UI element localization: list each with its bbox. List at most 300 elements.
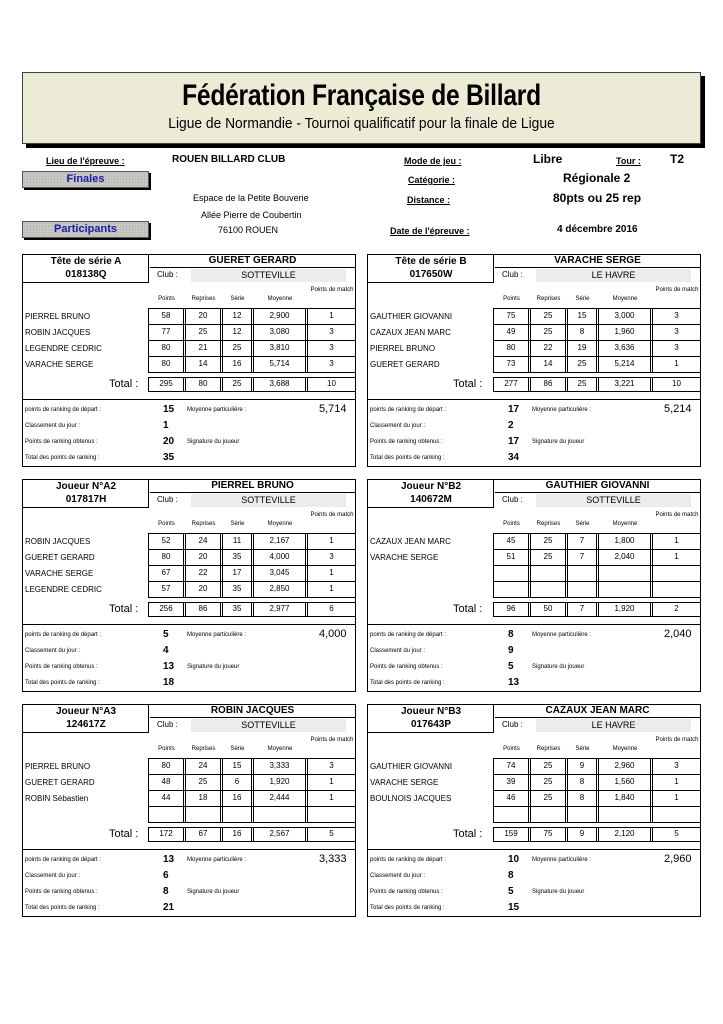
cell-serie: 35 xyxy=(222,582,252,597)
opponent-name: CAZAUX JEAN MARC xyxy=(370,537,451,546)
cell-serie: 11 xyxy=(222,534,252,549)
cell-serie xyxy=(567,566,597,581)
cell-pm: 3 xyxy=(652,325,701,340)
cell-moyenne: 2,850 xyxy=(253,582,306,597)
row-divider xyxy=(148,372,356,373)
cell-reprises: 25 xyxy=(530,309,566,324)
table-row xyxy=(148,324,356,339)
cell-serie: 7 xyxy=(567,550,597,565)
cell-reprises: 20 xyxy=(185,309,221,324)
classement-value: 1 xyxy=(163,420,169,431)
cell-serie: 6 xyxy=(222,775,252,790)
opponent-name: PIERREL BRUNO xyxy=(25,762,91,771)
cell-points: 44 xyxy=(148,791,184,806)
opponent-name: GUERET GERARD xyxy=(25,778,95,787)
total-label: Total : xyxy=(109,378,139,390)
cell-serie: 17 xyxy=(222,566,252,581)
player-panel xyxy=(22,479,356,692)
cell-points xyxy=(493,566,529,581)
cell-pm: 3 xyxy=(307,325,356,340)
table-row xyxy=(493,308,701,323)
column-header: Points xyxy=(158,296,175,302)
cell-points: 39 xyxy=(493,775,529,790)
cell-pm: 3 xyxy=(307,759,356,774)
column-header: Moyenne xyxy=(267,521,293,527)
column-header: Points xyxy=(158,521,175,527)
cell-points: 73 xyxy=(493,357,529,372)
cell-serie: 15 xyxy=(567,309,597,324)
total-moyenne: 3,221 xyxy=(598,377,651,392)
date-value: 4 décembre 2016 xyxy=(557,224,638,235)
cell-reprises xyxy=(185,807,221,822)
cell-reprises xyxy=(530,807,566,822)
table-row xyxy=(148,581,356,596)
opponent-name: ROBIN JACQUES xyxy=(25,328,91,337)
table-row xyxy=(148,340,356,355)
classement-value: 9 xyxy=(508,645,514,656)
total-row xyxy=(148,827,356,842)
opponent-name: LEGENDRE CEDRIC xyxy=(25,585,102,594)
column-header: Points xyxy=(503,746,520,752)
classement-label: Classement du jour : xyxy=(370,873,426,879)
panel-header xyxy=(368,255,700,283)
total-pm: 10 xyxy=(652,377,701,392)
table-row xyxy=(148,308,356,323)
cell-points: 45 xyxy=(493,534,529,549)
moyenne-part-label: Moyenne particulière : xyxy=(187,407,247,413)
moyenne-part-value: 4,000 xyxy=(319,628,347,640)
table-row xyxy=(493,758,701,773)
moyenne-part-value: 5,214 xyxy=(664,403,692,415)
cell-points: 75 xyxy=(493,309,529,324)
moyenne-part-label: Moyenne particulière : xyxy=(187,857,247,863)
cell-moyenne: 2,167 xyxy=(253,534,306,549)
cell-points: 80 xyxy=(148,759,184,774)
cell-pm xyxy=(307,807,356,822)
footer-divider xyxy=(23,849,355,850)
ranking-depart-value: 5 xyxy=(163,629,169,640)
cell-reprises xyxy=(530,566,566,581)
player-role: Joueur N°A3 xyxy=(55,706,117,717)
opponent-name: PIERREL BRUNO xyxy=(25,312,91,321)
cell-points: 67 xyxy=(148,566,184,581)
column-header: Points de match xyxy=(310,287,354,293)
total-ranking-label: Total des points de ranking : xyxy=(25,455,100,461)
ranking-obtenus-label: Points de ranking obtenus : xyxy=(370,664,443,670)
total-reprises: 50 xyxy=(530,602,566,617)
cell-serie: 25 xyxy=(222,341,252,356)
cell-moyenne: 1,560 xyxy=(598,775,651,790)
total-row xyxy=(148,602,356,617)
column-header: Reprises xyxy=(536,746,561,752)
cell-pm: 1 xyxy=(652,550,701,565)
ranking-obtenus-value: 8 xyxy=(163,886,169,897)
total-label: Total : xyxy=(453,603,483,615)
total-serie: 7 xyxy=(567,602,597,617)
panel-header xyxy=(23,705,355,733)
opponent-name: ROBIN Sébastien xyxy=(25,794,89,803)
total-row xyxy=(493,827,701,842)
cell-reprises: 25 xyxy=(185,775,221,790)
cell-pm: 3 xyxy=(307,341,356,356)
cell-moyenne: 3,080 xyxy=(253,325,306,340)
address-line-1: Espace de la Petite Bouverie xyxy=(193,193,309,203)
cell-points: 46 xyxy=(493,791,529,806)
cell-moyenne xyxy=(598,807,651,822)
player-name: VARACHE SERGE xyxy=(495,255,700,268)
cell-serie: 8 xyxy=(567,325,597,340)
page-title: Fédération Française de Billard xyxy=(182,79,541,112)
cell-pm: 3 xyxy=(652,309,701,324)
total-points: 172 xyxy=(148,827,184,842)
total-ranking-label: Total des points de ranking : xyxy=(370,680,445,686)
opponent-name: VARACHE SERGE xyxy=(25,360,94,369)
ranking-obtenus-label: Points de ranking obtenus : xyxy=(370,439,443,445)
club-label: Club : xyxy=(157,495,178,504)
cell-points: 80 xyxy=(148,357,184,372)
player-role: Joueur N°B3 xyxy=(400,706,462,717)
cell-moyenne xyxy=(598,566,651,581)
ranking-depart-value: 17 xyxy=(508,404,520,415)
opponent-name: VARACHE SERGE xyxy=(370,553,439,562)
column-header: Points de match xyxy=(310,512,354,518)
cell-reprises: 20 xyxy=(185,582,221,597)
total-label: Total : xyxy=(453,378,483,390)
ranking-depart-label: points de ranking de départ : xyxy=(25,407,102,413)
column-header: Points de match xyxy=(655,512,699,518)
total-serie: 16 xyxy=(222,827,252,842)
total-serie: 25 xyxy=(222,377,252,392)
table-row xyxy=(493,581,701,596)
total-points: 277 xyxy=(493,377,529,392)
cell-moyenne: 5,214 xyxy=(598,357,651,372)
lieu-label: Lieu de l'épreuve : xyxy=(46,156,125,166)
moyenne-part-value: 3,333 xyxy=(319,853,347,865)
cell-pm: 1 xyxy=(307,791,356,806)
total-pm: 5 xyxy=(307,827,356,842)
cell-moyenne: 3,333 xyxy=(253,759,306,774)
total-row xyxy=(148,377,356,392)
classement-value: 8 xyxy=(508,870,514,881)
cell-serie: 12 xyxy=(222,325,252,340)
classement-label: Classement du jour : xyxy=(370,423,426,429)
column-header: Points xyxy=(158,746,175,752)
cell-pm: 1 xyxy=(652,775,701,790)
categorie-value: Régionale 2 xyxy=(563,171,631,185)
signature-label: Signature du joueur xyxy=(187,889,240,895)
address-line-2: Allée Pierre de Coubertin xyxy=(201,210,302,220)
footer-divider xyxy=(368,399,700,400)
opponent-name: GUERET GERARD xyxy=(370,360,440,369)
total-serie: 9 xyxy=(567,827,597,842)
club-value: SOTTEVILLE xyxy=(191,494,346,507)
table-row xyxy=(493,549,701,564)
row-divider xyxy=(493,372,701,373)
player-panel xyxy=(367,254,701,467)
cell-pm: 3 xyxy=(652,341,701,356)
cell-points: 74 xyxy=(493,759,529,774)
cell-pm: 3 xyxy=(652,759,701,774)
table-row xyxy=(493,565,701,580)
total-ranking-value: 35 xyxy=(163,452,175,463)
table-row xyxy=(493,806,701,821)
cell-points: 80 xyxy=(493,341,529,356)
cell-serie: 16 xyxy=(222,357,252,372)
total-ranking-label: Total des points de ranking : xyxy=(370,905,445,911)
opponent-name: VARACHE SERGE xyxy=(370,778,439,787)
player-name: GAUTHIER GIOVANNI xyxy=(495,480,700,493)
cell-reprises: 25 xyxy=(530,550,566,565)
cell-reprises: 25 xyxy=(530,775,566,790)
cell-serie xyxy=(567,582,597,597)
ranking-depart-value: 15 xyxy=(163,404,175,415)
footer-divider xyxy=(368,849,700,850)
total-reprises: 67 xyxy=(185,827,221,842)
cell-serie: 25 xyxy=(567,357,597,372)
panel-header xyxy=(23,255,355,283)
row-divider xyxy=(493,822,701,823)
cell-points: 51 xyxy=(493,550,529,565)
opponent-name: VARACHE SERGE xyxy=(25,569,94,578)
date-label: Date de l'épreuve : xyxy=(390,226,470,236)
table-row xyxy=(493,774,701,789)
cell-moyenne: 1,800 xyxy=(598,534,651,549)
player-name: PIERREL BRUNO xyxy=(150,480,355,493)
role-box xyxy=(23,255,149,283)
column-header: Reprises xyxy=(191,521,216,527)
page-subtitle: Ligue de Normandie - Tournoi qualificatif pour la finale de Ligue xyxy=(168,115,555,132)
cell-moyenne: 2,040 xyxy=(598,550,651,565)
column-header: Série xyxy=(575,296,590,302)
player-licence: 018138Q xyxy=(65,269,107,280)
cell-moyenne: 5,714 xyxy=(253,357,306,372)
club-label: Club : xyxy=(502,270,523,279)
ranking-obtenus-label: Points de ranking obtenus : xyxy=(25,664,98,670)
ranking-obtenus-value: 5 xyxy=(508,661,514,672)
cell-reprises: 25 xyxy=(530,325,566,340)
total-ranking-label: Total des points de ranking : xyxy=(25,680,100,686)
total-serie: 25 xyxy=(567,377,597,392)
player-name: CAZAUX JEAN MARC xyxy=(495,705,700,718)
cell-serie xyxy=(567,807,597,822)
row-divider xyxy=(148,822,356,823)
column-header: Points xyxy=(503,296,520,302)
table-row xyxy=(493,340,701,355)
classement-label: Classement du jour : xyxy=(25,648,81,654)
categorie-label: Catégorie : xyxy=(408,175,456,185)
column-header: Points de match xyxy=(310,737,354,743)
cell-moyenne: 1,840 xyxy=(598,791,651,806)
ranking-depart-value: 10 xyxy=(508,854,520,865)
column-header: Série xyxy=(230,521,245,527)
cell-serie: 35 xyxy=(222,550,252,565)
total-points: 295 xyxy=(148,377,184,392)
classement-label: Classement du jour : xyxy=(370,648,426,654)
total-points: 256 xyxy=(148,602,184,617)
cell-reprises: 18 xyxy=(185,791,221,806)
cell-points: 80 xyxy=(148,550,184,565)
total-ranking-label: Total des points de ranking : xyxy=(370,455,445,461)
total-serie: 35 xyxy=(222,602,252,617)
total-pm: 10 xyxy=(307,377,356,392)
club-label: Club : xyxy=(157,720,178,729)
table-row xyxy=(148,356,356,371)
total-ranking-label: Total des points de ranking : xyxy=(25,905,100,911)
total-moyenne: 3,688 xyxy=(253,377,306,392)
opponent-name: GUERET GERARD xyxy=(25,553,95,562)
ranking-obtenus-label: Points de ranking obtenus : xyxy=(25,889,98,895)
player-name: GUERET GERARD xyxy=(150,255,355,268)
column-header: Reprises xyxy=(191,746,216,752)
cell-points xyxy=(148,807,184,822)
moyenne-part-value: 5,714 xyxy=(319,403,347,415)
player-role: Joueur N°B2 xyxy=(400,481,462,492)
player-panel xyxy=(367,479,701,692)
total-ranking-value: 21 xyxy=(163,902,175,913)
ranking-depart-label: points de ranking de départ : xyxy=(370,407,447,413)
cell-reprises: 20 xyxy=(185,550,221,565)
club-value: LE HAVRE xyxy=(536,269,691,282)
row-divider xyxy=(493,597,701,598)
tour-label: Tour : xyxy=(616,156,641,166)
cell-pm: 1 xyxy=(652,357,701,372)
opponent-name: GAUTHIER GIOVANNI xyxy=(370,762,453,771)
lieu-value: ROUEN BILLARD CLUB xyxy=(172,154,286,165)
column-header: Moyenne xyxy=(612,521,638,527)
cell-points: 52 xyxy=(148,534,184,549)
moyenne-part-value: 2,040 xyxy=(664,628,692,640)
row-divider xyxy=(148,597,356,598)
column-header: Série xyxy=(575,521,590,527)
signature-label: Signature du joueur xyxy=(532,889,585,895)
cell-pm xyxy=(652,566,701,581)
table-row xyxy=(493,324,701,339)
cell-pm xyxy=(652,807,701,822)
cell-moyenne: 2,444 xyxy=(253,791,306,806)
cell-serie: 19 xyxy=(567,341,597,356)
cell-points: 80 xyxy=(148,341,184,356)
cell-pm: 1 xyxy=(307,582,356,597)
cell-reprises: 22 xyxy=(185,566,221,581)
cell-moyenne: 3,000 xyxy=(598,309,651,324)
ranking-depart-label: points de ranking de départ : xyxy=(25,632,102,638)
club-value: SOTTEVILLE xyxy=(536,494,691,507)
panel-header xyxy=(23,480,355,508)
classement-value: 2 xyxy=(508,420,514,431)
table-row xyxy=(148,549,356,564)
cell-moyenne: 3,636 xyxy=(598,341,651,356)
column-header: Reprises xyxy=(191,296,216,302)
cell-points: 49 xyxy=(493,325,529,340)
total-label: Total : xyxy=(453,828,483,840)
player-panel xyxy=(22,254,356,467)
cell-reprises: 14 xyxy=(185,357,221,372)
player-licence: 017643P xyxy=(410,719,452,730)
player-panel xyxy=(22,704,356,917)
signature-label: Signature du joueur xyxy=(187,664,240,670)
cell-points xyxy=(493,807,529,822)
table-row xyxy=(148,774,356,789)
club-label: Club : xyxy=(502,495,523,504)
table-row xyxy=(148,758,356,773)
ranking-obtenus-label: Points de ranking obtenus : xyxy=(25,439,98,445)
opponent-name: GAUTHIER GIOVANNI xyxy=(370,312,453,321)
cell-moyenne: 2,900 xyxy=(253,309,306,324)
cell-moyenne xyxy=(598,582,651,597)
title-banner xyxy=(22,72,701,144)
column-header: Points xyxy=(503,521,520,527)
mode-value: Libre xyxy=(533,152,563,166)
table-row xyxy=(148,790,356,805)
column-header: Reprises xyxy=(536,296,561,302)
player-licence: 124617Z xyxy=(66,719,106,730)
panel-header xyxy=(368,480,700,508)
total-pm: 5 xyxy=(652,827,701,842)
player-panel xyxy=(367,704,701,917)
cell-serie: 8 xyxy=(567,775,597,790)
role-box xyxy=(368,480,494,508)
finales-button[interactable]: Finales xyxy=(22,171,149,188)
cell-pm: 3 xyxy=(307,550,356,565)
opponent-name: ROBIN JACQUES xyxy=(25,537,91,546)
table-row xyxy=(493,790,701,805)
opponent-name: BOULNOIS JACQUES xyxy=(370,794,452,803)
address-line-3: 76100 ROUEN xyxy=(218,225,279,235)
column-header: Série xyxy=(575,746,590,752)
classement-label: Classement du jour : xyxy=(25,873,81,879)
total-reprises: 86 xyxy=(185,602,221,617)
role-box xyxy=(23,705,149,733)
total-points: 96 xyxy=(493,602,529,617)
table-row xyxy=(493,356,701,371)
total-moyenne: 1,920 xyxy=(598,602,651,617)
cell-points: 58 xyxy=(148,309,184,324)
column-header: Points de match xyxy=(655,287,699,293)
participants-button[interactable]: Participants xyxy=(22,221,149,238)
ranking-obtenus-value: 17 xyxy=(508,436,520,447)
column-header: Reprises xyxy=(536,521,561,527)
player-role: Joueur N°A2 xyxy=(55,481,117,492)
panel-header xyxy=(368,705,700,733)
opponent-name: CAZAUX JEAN MARC xyxy=(370,328,451,337)
club-label: Club : xyxy=(502,720,523,729)
opponent-name: PIERREL BRUNO xyxy=(370,344,436,353)
cell-points: 48 xyxy=(148,775,184,790)
column-header: Série xyxy=(230,296,245,302)
role-box xyxy=(368,705,494,733)
table-row xyxy=(148,806,356,821)
mode-label: Mode de jeu : xyxy=(404,156,462,166)
player-role: Tête de série B xyxy=(395,256,467,267)
ranking-depart-label: points de ranking de départ : xyxy=(370,857,447,863)
classement-label: Classement du jour : xyxy=(25,423,81,429)
moyenne-part-label: Moyenne particulière : xyxy=(187,632,247,638)
column-header: Moyenne xyxy=(267,296,293,302)
cell-pm: 1 xyxy=(307,309,356,324)
total-ranking-value: 18 xyxy=(163,677,175,688)
total-points: 159 xyxy=(493,827,529,842)
player-role: Tête de série A xyxy=(50,256,122,267)
cell-pm: 1 xyxy=(307,775,356,790)
ranking-depart-label: points de ranking de départ : xyxy=(25,857,102,863)
ranking-obtenus-value: 20 xyxy=(163,436,175,447)
cell-serie: 16 xyxy=(222,791,252,806)
cell-serie: 8 xyxy=(567,791,597,806)
total-pm: 6 xyxy=(307,602,356,617)
cell-serie: 7 xyxy=(567,534,597,549)
cell-reprises: 25 xyxy=(530,534,566,549)
player-name: ROBIN JACQUES xyxy=(150,705,355,718)
